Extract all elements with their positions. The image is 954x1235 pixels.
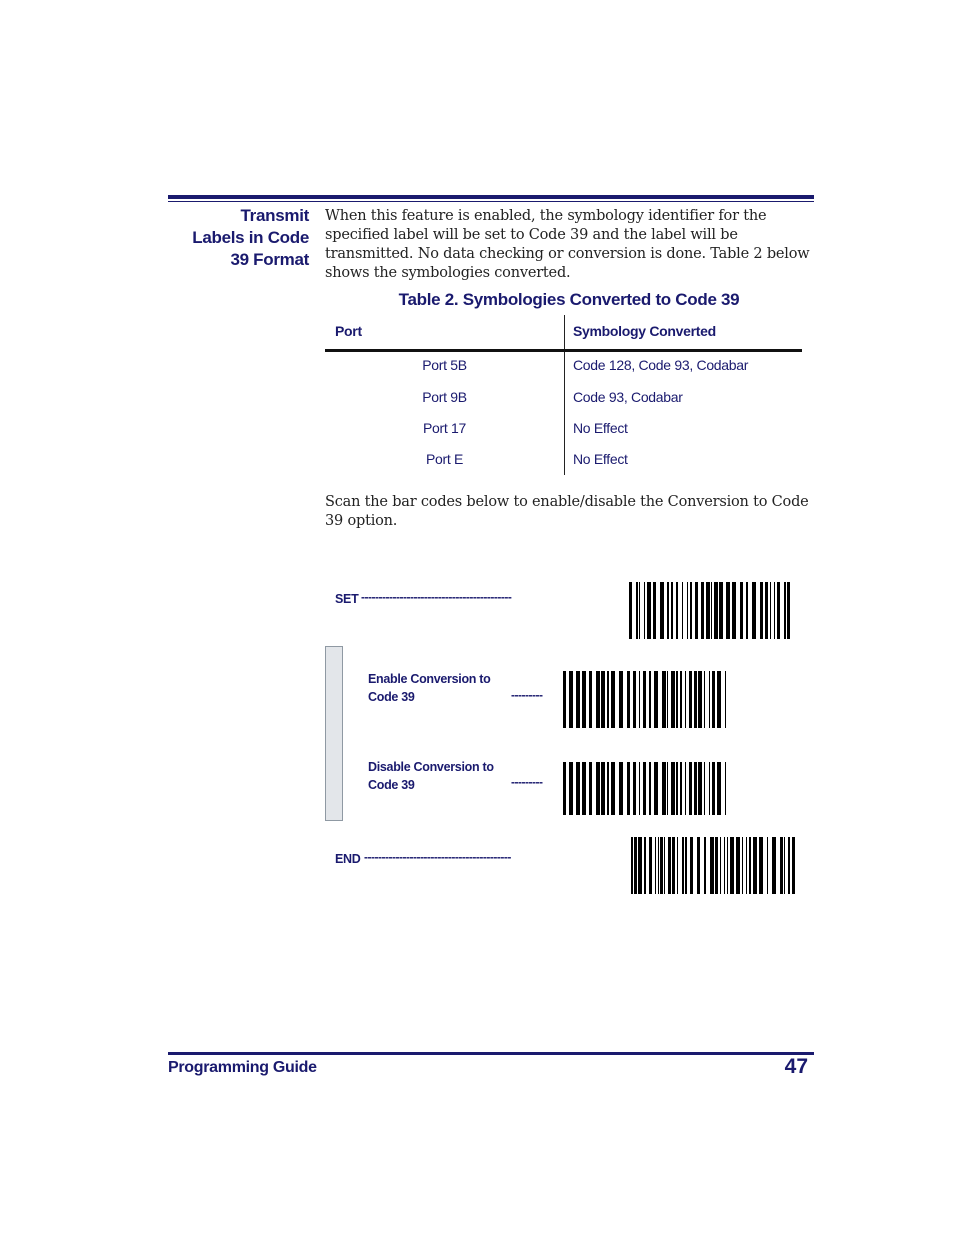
barcode-bar <box>777 582 780 639</box>
barcode-bar <box>714 582 718 639</box>
barcode-bar <box>634 837 637 894</box>
barcode-bar <box>740 582 743 639</box>
barcode-bar <box>774 582 775 639</box>
barcode-bar <box>643 762 646 815</box>
barcode-bar <box>697 837 700 894</box>
footer-title: Programming Guide <box>168 1059 317 1076</box>
barcode-bar <box>662 762 666 815</box>
barcode-bar <box>576 671 580 728</box>
barcode-bar <box>607 762 609 815</box>
barcode-bar <box>660 582 664 639</box>
barcode-bar <box>662 671 666 728</box>
barcode-bar <box>596 762 600 815</box>
barcode-bar <box>671 762 675 815</box>
end-leader: ------------------------------------------ <box>364 850 511 864</box>
table-header-rule <box>325 349 802 352</box>
barcode-bar <box>672 837 675 894</box>
barcode-bar <box>680 762 682 815</box>
barcode-bar <box>682 582 683 639</box>
footer-rule <box>168 1052 814 1055</box>
table-cell-symbology: No Effect <box>573 420 628 436</box>
barcode-bar <box>627 671 630 728</box>
barcode-bar <box>639 671 640 728</box>
table-column-divider <box>564 315 565 475</box>
barcode-bar <box>644 837 646 894</box>
barcode-bar <box>655 837 656 894</box>
barcode-bar <box>660 837 663 894</box>
barcode-bar <box>649 762 651 815</box>
barcode-bar <box>706 582 710 639</box>
table-cell-symbology: No Effect <box>573 451 628 467</box>
barcode-bar <box>619 671 623 728</box>
barcode-bar <box>784 582 786 639</box>
barcode-bar <box>654 671 658 728</box>
option-bracket <box>325 646 343 821</box>
barcode-bar <box>607 671 609 728</box>
barcode-bar <box>569 762 573 815</box>
barcode-bar <box>649 671 651 728</box>
barcode-bar <box>671 582 673 639</box>
barcode-bar <box>685 671 686 728</box>
barcode-bar <box>589 671 592 728</box>
barcode-bar <box>717 762 721 815</box>
barcode-bar <box>667 582 669 639</box>
barcode-bar <box>698 671 702 728</box>
barcode-bar <box>720 837 721 894</box>
enable-label-line-1: Enable Conversion to <box>368 672 491 686</box>
disable-label-line-1: Disable Conversion to <box>368 760 494 774</box>
barcode-bar <box>619 762 623 815</box>
barcode-bar <box>730 837 734 894</box>
barcode-bar <box>664 837 665 894</box>
barcode-bar <box>631 837 633 894</box>
barcode-bar <box>671 671 675 728</box>
barcode-bar <box>582 762 586 815</box>
scan-instructions: Scan the bar codes below to enable/disable the Conversion to Code 39 option. <box>325 494 809 529</box>
barcode-bar <box>753 837 757 894</box>
barcode-bar <box>787 582 790 639</box>
barcode-bar <box>690 837 693 894</box>
barcode-bar <box>636 582 638 639</box>
set-barcode[interactable] <box>629 582 793 639</box>
symbology-table <box>325 315 802 475</box>
barcode-bar <box>667 762 668 815</box>
top-rule-thin <box>168 201 814 202</box>
barcode-bar <box>694 762 697 815</box>
barcode-bar <box>698 762 702 815</box>
enable-label-line-2: Code 39 <box>368 690 415 704</box>
barcode-bar <box>653 582 656 639</box>
barcode-bar <box>611 671 615 728</box>
enable-conversion-barcode[interactable] <box>563 671 727 728</box>
barcode-bar <box>633 671 636 728</box>
barcode-bar <box>710 837 714 894</box>
disable-label <box>368 758 494 794</box>
disable-leader: --------- <box>511 775 543 789</box>
barcode-bar <box>682 837 684 894</box>
barcode-bar <box>639 582 640 639</box>
barcode-bar <box>772 837 776 894</box>
table-cell-port: Port 5B <box>422 357 467 373</box>
enable-label <box>368 670 491 706</box>
barcode-bar <box>658 837 659 894</box>
barcode-bar <box>601 671 605 728</box>
barcode-bar <box>563 671 566 728</box>
barcode-bar <box>788 837 790 894</box>
table-title: Table 2. Symbologies Converted to Code 39 <box>398 290 740 309</box>
barcode-bar <box>695 582 698 639</box>
barcode-bar <box>689 762 692 815</box>
barcode-bar <box>780 837 783 894</box>
barcode-bar <box>611 762 615 815</box>
barcode-bar <box>746 837 747 894</box>
barcode-bar <box>725 671 726 728</box>
barcode-bar <box>724 837 725 894</box>
section-heading-line-2: Labels in Code <box>192 228 309 247</box>
barcode-bar <box>749 837 751 894</box>
barcode-bar <box>725 762 726 815</box>
barcode-bar <box>589 762 592 815</box>
barcode-bar <box>704 671 705 728</box>
set-leader: ------------------------------------------- <box>361 590 512 604</box>
set-label: SET <box>335 592 359 606</box>
barcode-bar <box>596 671 600 728</box>
section-heading-line-3: 39 Format <box>230 250 309 269</box>
barcode-bar <box>765 582 768 639</box>
table-cell-port: Port E <box>425 451 464 467</box>
barcode-bar <box>633 762 636 815</box>
barcode-bar <box>676 671 678 728</box>
barcode-bar <box>759 837 763 894</box>
table-cell-symbology: Code 93, Codabar <box>573 389 683 405</box>
enable-leader: --------- <box>511 688 543 702</box>
disable-conversion-barcode[interactable] <box>563 762 727 815</box>
barcode-bar <box>717 671 721 728</box>
barcode-bar <box>719 582 723 639</box>
barcode-bar <box>752 582 756 639</box>
barcode-bar <box>767 837 768 894</box>
barcode-bar <box>704 762 705 815</box>
barcode-bar <box>649 837 652 894</box>
barcode-bar <box>685 837 687 894</box>
page-number: 47 <box>784 1055 808 1078</box>
barcode-bar <box>643 671 646 728</box>
barcode-bar <box>690 582 692 639</box>
barcode-bar <box>576 762 580 815</box>
barcode-bar <box>770 582 771 639</box>
barcode-bar <box>712 762 715 815</box>
barcode-bar <box>601 762 605 815</box>
barcode-bar <box>676 762 678 815</box>
barcode-bar <box>736 837 740 894</box>
barcode-bar <box>742 837 743 894</box>
barcode-bar <box>694 671 697 728</box>
barcode-bar <box>644 582 645 639</box>
barcode-bar <box>638 837 642 894</box>
barcode-bar <box>668 837 671 894</box>
barcode-bar <box>677 837 678 894</box>
table-cell-port: Port 17 <box>422 420 467 436</box>
table-header-symbology: Symbology Converted <box>573 323 716 339</box>
barcode-bar <box>784 837 785 894</box>
barcode-bar <box>732 582 736 639</box>
barcode-bar <box>687 582 688 639</box>
intro-paragraph: When this feature is enabled, the symbology identifier for the specified label will be set to Code 39 and the label will be transmitted. No data checking or conversion is done. Table 2 below shows the symbologies converted. <box>325 208 810 281</box>
barcode-bar <box>680 671 682 728</box>
top-rule <box>168 195 814 199</box>
barcode-bar <box>715 837 718 894</box>
barcode-bar <box>654 762 658 815</box>
barcode-bar <box>792 837 795 894</box>
barcode-bar <box>563 762 566 815</box>
barcode-bar <box>760 582 763 639</box>
barcode-bar <box>711 582 712 639</box>
barcode-bar <box>712 671 715 728</box>
barcode-bar <box>582 671 586 728</box>
table-header-port: Port <box>335 323 362 339</box>
barcode-bar <box>639 762 640 815</box>
section-heading-line-1: Transmit <box>240 206 309 225</box>
barcode-bar <box>726 582 730 639</box>
barcode-bar <box>709 671 710 728</box>
barcode-bar <box>647 582 651 639</box>
barcode-bar <box>701 582 704 639</box>
barcode-bar <box>629 582 632 639</box>
barcode-bar <box>704 837 706 894</box>
end-barcode[interactable] <box>631 837 795 894</box>
table-cell-symbology: Code 128, Code 93, Codabar <box>573 357 749 373</box>
barcode-bar <box>746 582 748 639</box>
end-label: END <box>335 852 361 866</box>
barcode-bar <box>709 762 710 815</box>
barcode-bar <box>689 671 692 728</box>
disable-label-line-2: Code 39 <box>368 778 415 792</box>
barcode-bar <box>569 671 573 728</box>
table-cell-port: Port 9B <box>422 389 467 405</box>
barcode-bar <box>667 671 668 728</box>
barcode-bar <box>676 582 678 639</box>
section-heading <box>168 205 309 271</box>
barcode-bar <box>627 762 630 815</box>
barcode-bar <box>685 762 686 815</box>
barcode-bar <box>727 837 728 894</box>
